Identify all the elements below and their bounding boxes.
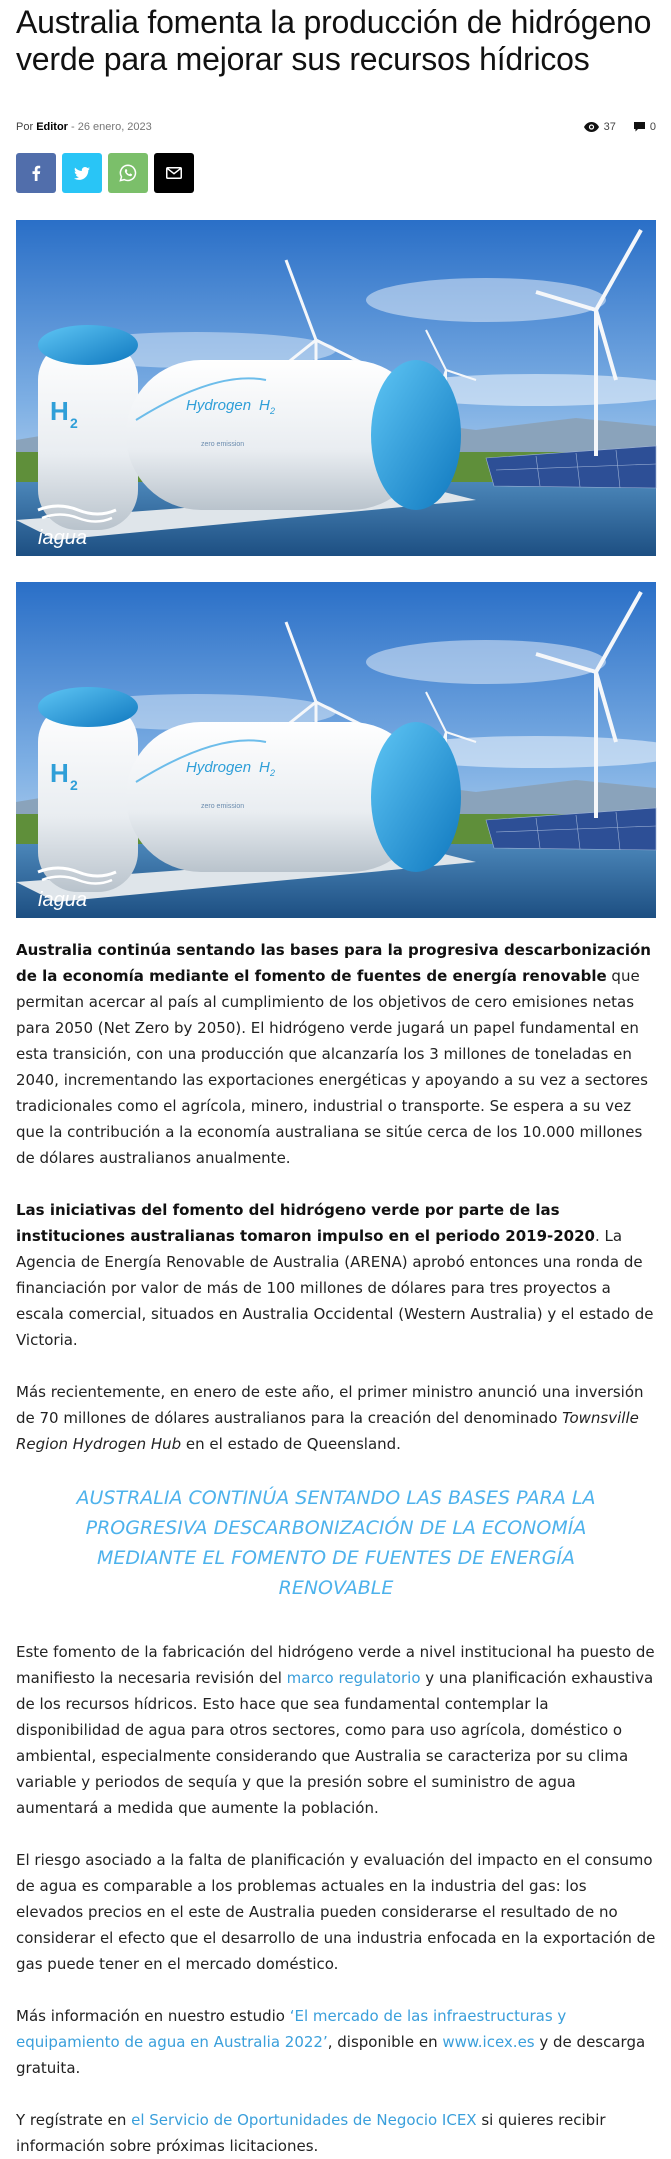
paragraph-2-text: . La Agencia de Energía Renovable de Australia (ARENA) aprobó entonces una ronda de financiación por valor de más de 100 millones de dólares para tres proyectos a escala comercial, situados en Australia Occidental (Western Australia) y el estado de Victoria.	[16, 1227, 654, 1349]
paragraph-7-start: Y regístrate en	[16, 2111, 132, 2129]
twitter-share-button[interactable]	[62, 153, 102, 193]
tank-h2-sub: 2	[270, 406, 276, 416]
paragraph-6-end: y de descarga gratuita.	[16, 2033, 646, 2077]
whatsapp-share-button[interactable]	[108, 153, 148, 193]
eye-icon	[584, 122, 599, 132]
tank-small-text: zero emission	[201, 441, 245, 448]
featured-image	[16, 220, 656, 556]
email-icon	[166, 167, 182, 179]
paragraph-1	[16, 937, 656, 1171]
hydrogen-tank-photo-2	[16, 582, 656, 918]
facebook-icon	[31, 165, 41, 181]
paragraph-6-start: Más información en nuestro estudio	[16, 2007, 290, 2025]
h2-sub: 2	[70, 777, 78, 793]
article-image	[16, 582, 656, 918]
tank-hydrogen-text: Hydrogen	[186, 759, 252, 776]
paragraph-2	[16, 1197, 656, 1353]
paragraph-6-mid: , disponible en	[327, 2033, 443, 2051]
paragraph-7-end: si quieres recibir información sobre próximas licitaciones.	[16, 2111, 606, 2155]
pull-quote: AUSTRALIA CONTINÚA SENTANDO LAS BASES PARA LA PROGRESIVA DESCARBONIZACIÓN DE LA ECONOMÍA MEDIANTE EL FOMENTO DE FUENTES DE ENERGÍA RENOVABLE	[76, 1487, 596, 1599]
paragraph-3-end: en el estado de Queensland.	[181, 1435, 401, 1453]
study-link[interactable]: ‘El mercado de las infraestructuras y equipamiento de agua en Australia 2022’	[16, 2007, 567, 2051]
h2-label: H	[50, 758, 69, 788]
paragraph-4	[16, 1639, 656, 1821]
paragraph-4-end: y una planificación exhaustiva de los recursos hídricos. Esto hace que sea fundamental contemplar la disponibilidad de agua para otros sectores, como para uso agrícola, doméstico o ambiental, especialmente considerando que Australia se caracteriza por su clima variable y periodos de sequía y que la presión sobre el suministro de agua aumentará a medida que aumente la población.	[16, 1669, 654, 1817]
paragraph-3	[16, 1379, 656, 1457]
twitter-icon	[74, 167, 90, 180]
tank-h2-sub: 2	[270, 768, 276, 778]
paragraph-1-text: que permitan acercar al país al cumplimiento de los objetivos de cero emisiones netas para 2050 (Net Zero by 2050). El hidrógeno verde jugará un papel fundamental en esta transición, con una producción que alcanzaría los 3 millones de toneladas en 2040, incrementando las exportaciones energéticas y apoyando a su vez a sectores tradicionales como el agrícola, minero, industrial o transporte. Se espera a su vez que la contribución a la economía australiana se sitúe cerca de los 10.000 millones de dólares australianos anualmente.	[16, 967, 648, 1167]
post-meta	[16, 121, 656, 137]
separator: -	[71, 121, 75, 133]
oportunidades-link[interactable]: el Servicio de Oportunidades de Negocio ICEX	[131, 2111, 477, 2129]
article-title: Australia fomenta la producción de hidrógeno verde para mejorar sus recursos hídricos	[16, 4, 652, 77]
by-label: Por	[16, 121, 34, 133]
icex-link[interactable]: www.icex.es	[442, 2033, 535, 2051]
article-body	[16, 937, 656, 2159]
facebook-share-button[interactable]	[16, 153, 56, 193]
paragraph-5: El riesgo asociado a la falta de planificación y evaluación del impacto en el consumo de agua es comparable a los problemas actuales en la industria del gas: los elevados precios en el este de Australia pueden considerarse el resultado de no considerar el efecto que el desarrollo de una industria enfocada en la exportación de gas puede tener en el mercado doméstico.	[16, 1851, 656, 1973]
comments-value: 0	[649, 121, 656, 133]
logo-text: iagua	[38, 527, 87, 549]
comments-count[interactable]	[634, 121, 656, 133]
tank-h2-text: H	[259, 759, 270, 776]
paragraph-7	[16, 2107, 656, 2159]
whatsapp-icon	[119, 164, 137, 182]
paragraph-3-italic: Townsville Region Hydrogen Hub	[16, 1409, 639, 1453]
post-date: 26 enero, 2023	[77, 121, 152, 133]
marco-regulatorio-link[interactable]: marco regulatorio	[286, 1669, 421, 1687]
paragraph-6	[16, 2003, 656, 2081]
views-value: 37	[603, 121, 616, 133]
paragraph-4-start: Este fomento de la fabricación del hidrógeno verde a nivel institucional ha puesto de manifiesto la necesaria revisión del	[16, 1643, 655, 1687]
email-share-button[interactable]	[154, 153, 194, 193]
h2-sub: 2	[70, 415, 78, 431]
h2-label: H	[50, 396, 69, 426]
paragraph-2-lead: Las iniciativas del fomento del hidrógeno verde por parte de las instituciones australianas tomaron impulso en el periodo 2019-2020	[16, 1201, 595, 1245]
comment-icon	[634, 122, 645, 132]
hydrogen-tank-photo	[16, 220, 656, 556]
views-count	[584, 121, 616, 133]
share-buttons	[16, 153, 194, 193]
tank-h2-text: H	[259, 397, 270, 414]
tank-hydrogen-text: Hydrogen	[186, 397, 252, 414]
paragraph-1-lead: Australia continúa sentando las bases para la progresiva descarbonización de la economía mediante el fomento de fuentes de energía renovable	[16, 941, 651, 985]
tank-small-text: zero emission	[201, 803, 245, 810]
author-link[interactable]: Editor	[36, 121, 68, 133]
paragraph-3-start: Más recientemente, en enero de este año, el primer ministro anunció una inversión de 70 millones de dólares australianos para la creación del denominado	[16, 1383, 644, 1427]
logo-text: iagua	[38, 889, 87, 911]
